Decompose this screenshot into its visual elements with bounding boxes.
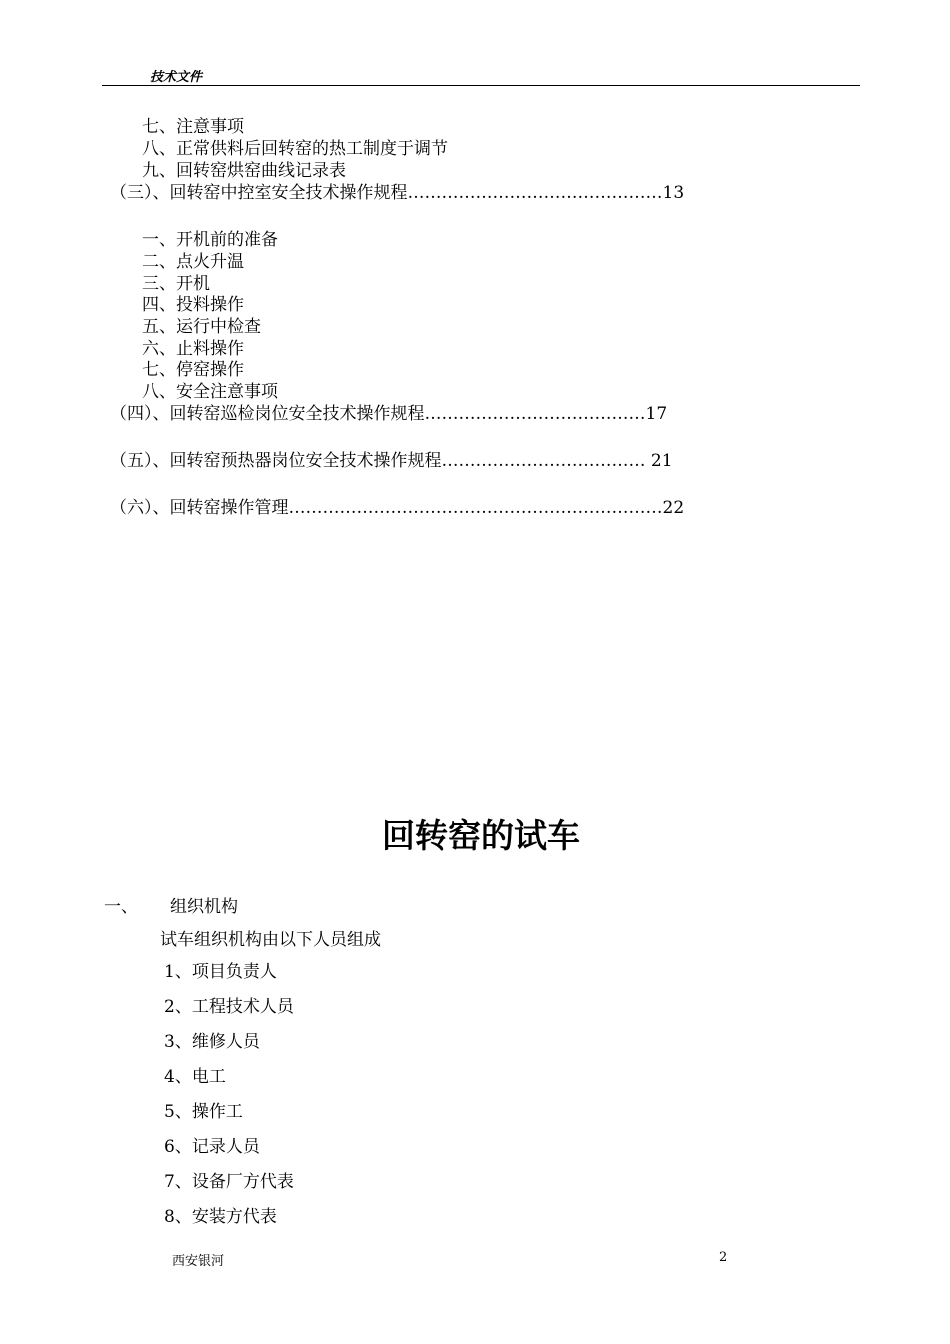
toc-item: 八、安全注意事项 [142,382,278,402]
page-number: 2 [719,1250,728,1265]
toc-item: 二、点火升温 [142,252,244,272]
toc-item: 六、止料操作 [142,339,244,359]
toc-item: 八、正常供料后回转窑的热工制度于调节 [142,139,448,159]
list-item: 3、维修人员 [164,1032,260,1052]
toc-item: 七、注意事项 [142,117,244,137]
section-title: 回转窑的试车 [382,816,580,855]
toc-item: 五、运行中检查 [142,317,261,337]
toc-section-5: （五）、回转窑预热器岗位安全技术操作规程……………………………… 21 [110,451,673,471]
heading-number: 一、 [104,897,138,917]
list-item: 2、工程技术人员 [164,997,294,1017]
footer-company: 西安银河 [172,1254,225,1269]
toc-item: 七、停窑操作 [142,360,244,380]
toc-section-3: （三）、回转窑中控室安全技术操作规程………………………………………13 [110,183,685,203]
header-label: 技术文件 [150,70,203,85]
list-item: 6、记录人员 [164,1137,260,1157]
toc-section-4: （四）、回转窑巡检岗位安全技术操作规程…………………………………17 [110,404,668,424]
toc-item: 三、开机 [142,274,210,294]
header-rule [102,85,860,86]
toc-item: 一、开机前的准备 [142,230,278,250]
list-item: 1、项目负责人 [164,962,277,982]
section-intro: 试车组织机构由以下人员组成 [160,930,381,950]
list-item: 7、设备厂方代表 [164,1172,294,1192]
toc-section-6: （六）、回转窑操作管理…………………………………………………………22 [110,498,685,518]
list-item: 5、操作工 [164,1102,243,1122]
toc-item: 九、回转窑烘窑曲线记录表 [142,161,346,181]
list-item: 8、安装方代表 [164,1207,277,1227]
list-item: 4、电工 [164,1067,226,1087]
toc-item: 四、投料操作 [142,295,244,315]
section-heading: 组织机构 [170,897,238,917]
